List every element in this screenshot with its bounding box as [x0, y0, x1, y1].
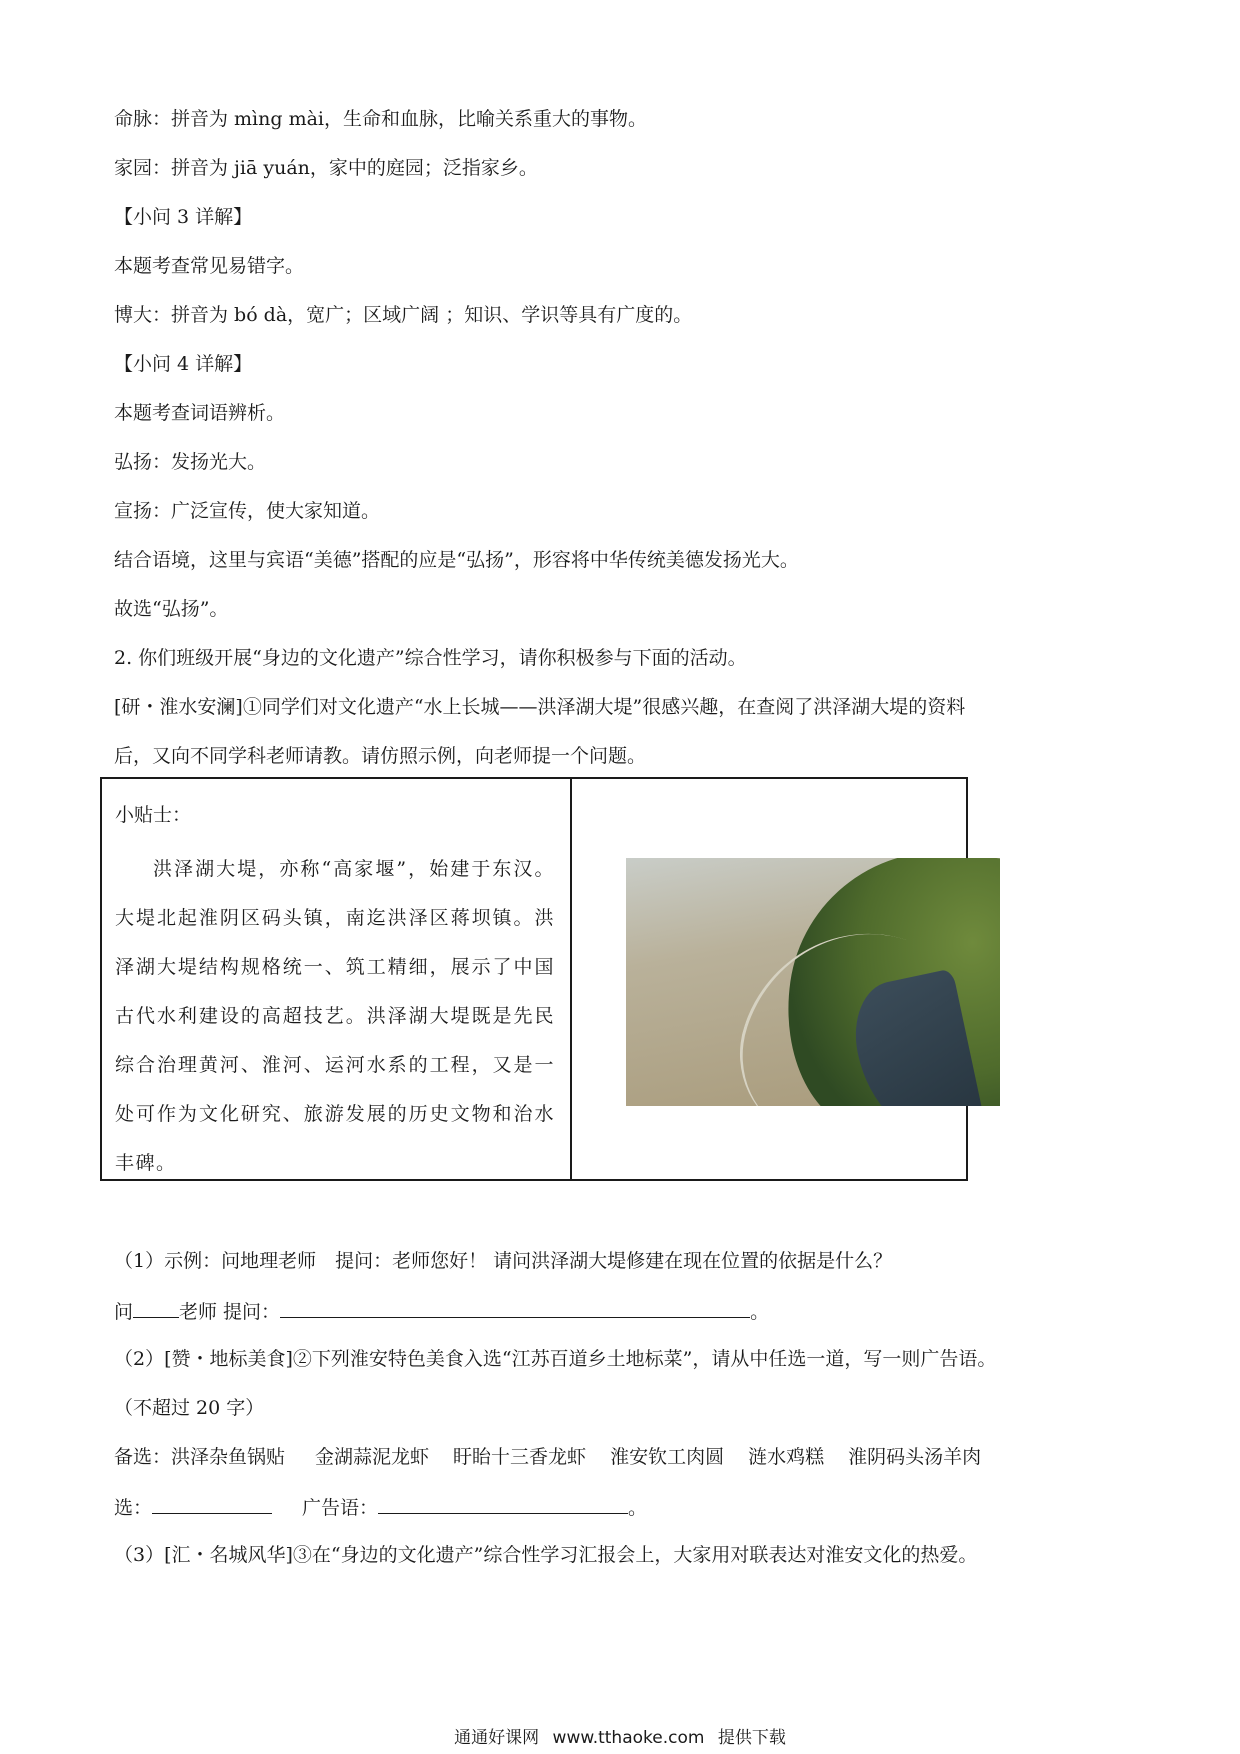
footer-url[interactable]: www.tthaoke.com	[552, 1728, 705, 1748]
line-boda: 博大：拼音为 bó dà，宽广；区域广阔 ；知识、学识等具有广度的。	[114, 304, 693, 326]
footer-note: 提供下载	[717, 1728, 786, 1748]
tip-title: 小贴士：	[115, 804, 192, 826]
question-1-example: （1）示例：问地理老师 提问：老师您好！ 请问洪泽湖大堤修建在现在位置的依据是什么？	[114, 1250, 893, 1272]
tip-box-divider	[570, 779, 572, 1179]
q2-choice-blank[interactable]	[152, 1493, 272, 1514]
q2-slogan-label: 广告语：	[302, 1497, 379, 1519]
question-1-answer-line	[114, 1297, 769, 1325]
footer-site: 通通好课网	[454, 1728, 540, 1748]
line-jiayuan: 家园：拼音为 jiā yuán，家中的庭园；泛指家乡。	[114, 157, 538, 179]
hongze-lake-dike-photo	[626, 858, 1000, 1106]
q1-ask-mid: 老师 提问：	[179, 1301, 281, 1323]
question-2-answer-line	[114, 1493, 647, 1521]
q1-end: 。	[750, 1301, 770, 1323]
question-3-prompt: （3）[汇・名城风华]③在“身边的文化遗产”综合性学习汇报会上，大家用对联表达对淮安文化的热爱。	[114, 1544, 978, 1566]
line-context: 结合语境，这里与宾语“美德”搭配的应是“弘扬”，形容将中华传统美德发扬光大。	[114, 549, 799, 571]
q2-choose-label: 选：	[114, 1497, 153, 1519]
question-2-intro: 2. 你们班级开展“身边的文化遗产”综合性学习，请你积极参与下面的活动。	[114, 647, 747, 669]
heading-q4-explain: 【小问 4 详解】	[114, 353, 253, 375]
option-6: 淮阴码头汤羊肉	[848, 1446, 982, 1468]
q1-question-blank[interactable]	[280, 1297, 750, 1318]
heading-q3-explain: 【小问 3 详解】	[114, 206, 253, 228]
line-mingmai: 命脉：拼音为 mìng mài，生命和血脉，比喻关系重大的事物。	[114, 108, 647, 130]
question-2-limit: （不超过 20 字）	[114, 1397, 265, 1419]
line-q4-topic: 本题考查词语辨析。	[114, 402, 286, 424]
line-answer: 故选“弘扬”。	[114, 598, 229, 620]
question-2-options	[114, 1444, 981, 1470]
q2-end: 。	[628, 1497, 648, 1519]
option-2: 金湖蒜泥龙虾	[315, 1446, 430, 1468]
tip-body	[115, 845, 555, 1188]
q1-subject-blank[interactable]	[133, 1297, 179, 1318]
line-xuanyang: 宣扬：广泛宣传，使大家知道。	[114, 500, 381, 522]
question-2-task-2: 后，又向不同学科老师请教。请仿照示例，向老师提一个问题。	[114, 745, 647, 767]
page-footer	[0, 1723, 1240, 1748]
option-5: 涟水鸡糕	[748, 1446, 825, 1468]
option-4: 淮安钦工肉圆	[610, 1446, 725, 1468]
line-hongyang: 弘扬：发扬光大。	[114, 451, 267, 473]
tip-box	[100, 777, 968, 1181]
q1-ask-prefix: 问	[114, 1301, 134, 1323]
question-2-prompt: （2）[赞・地标美食]②下列淮安特色美食入选“江苏百道乡土地标菜”，请从中任选一道，写一则广告语。	[114, 1348, 997, 1370]
options-label: 备选：	[114, 1446, 172, 1468]
question-2-task-1: [研・淮水安澜]①同学们对文化遗产“水上长城——洪泽湖大堤”很感兴趣，在查阅了洪泽湖大堤的资料	[114, 696, 966, 718]
line-q3-topic: 本题考查常见易错字。	[114, 255, 305, 277]
option-1: 洪泽杂鱼锅贴	[171, 1446, 286, 1468]
option-3: 盱眙十三香龙虾	[453, 1446, 587, 1468]
tip-body-text: 洪泽湖大堤，亦称“高家堰”，始建于东汉。大堤北起淮阴区码头镇，南迄洪泽区蒋坝镇。洪泽湖大堤结构规格统一、筑工精细，展示了中国古代水利建设的高超技艺。洪泽湖大堤既是先民综合治理黄河、淮河、运河水系的工程，又是一处可作为文化研究、旅游发展的历史文物和治水丰碑。	[115, 858, 555, 1174]
q2-slogan-blank[interactable]	[378, 1493, 628, 1514]
